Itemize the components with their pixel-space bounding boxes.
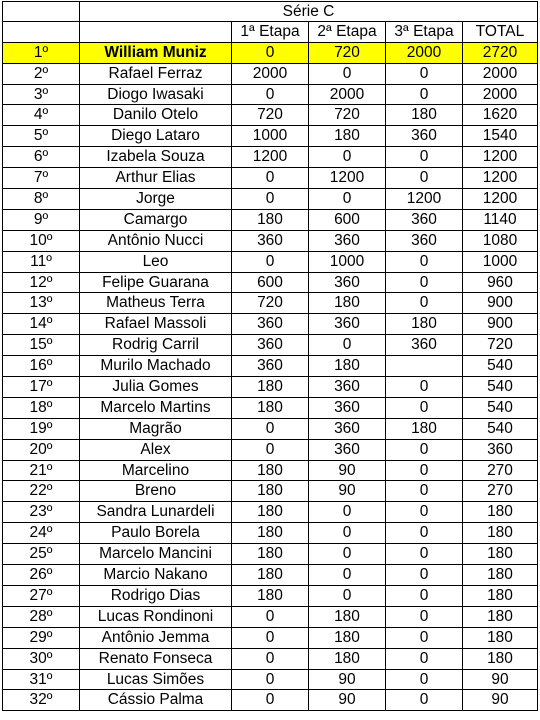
total-cell: 540 xyxy=(463,377,538,398)
etapa-2-cell: 0 xyxy=(309,544,386,565)
etapa-3-cell: 0 xyxy=(386,690,463,711)
name-cell: Lucas Simões xyxy=(80,670,232,691)
table-row xyxy=(2,377,538,398)
table-row xyxy=(2,586,538,607)
name-cell: Jorge xyxy=(80,189,232,210)
name-cell: Marcelo Mancini xyxy=(80,544,232,565)
etapa-2-cell: 720 xyxy=(309,43,386,64)
etapa-3-cell: 0 xyxy=(386,147,463,168)
etapa-2-cell: 360 xyxy=(309,398,386,419)
header-etapa-2: 2ª Etapa xyxy=(309,22,386,43)
blank-cell xyxy=(80,22,232,43)
etapa-1-cell: 0 xyxy=(232,607,309,628)
ranking-sheet xyxy=(2,1,538,711)
position-cell: 10º xyxy=(2,231,80,252)
etapa-1-cell: 180 xyxy=(232,398,309,419)
etapa-2-cell: 1200 xyxy=(309,168,386,189)
etapa-3-cell: 2000 xyxy=(386,43,463,64)
total-cell: 2000 xyxy=(463,64,538,85)
name-cell: Murilo Machado xyxy=(80,356,232,377)
etapa-2-cell: 180 xyxy=(309,607,386,628)
total-cell: 1000 xyxy=(463,252,538,273)
name-cell: Marcelo Martins xyxy=(80,398,232,419)
etapa-3-cell: 0 xyxy=(386,481,463,502)
etapa-1-cell: 1200 xyxy=(232,147,309,168)
name-cell: Matheus Terra xyxy=(80,293,232,314)
header-etapa-1: 1ª Etapa xyxy=(232,22,309,43)
table-row xyxy=(2,147,538,168)
table-row xyxy=(2,356,538,377)
blank-cell xyxy=(2,22,80,43)
table-row xyxy=(2,105,538,126)
table-row xyxy=(2,398,538,419)
total-cell: 180 xyxy=(463,502,538,523)
etapa-2-cell: 1000 xyxy=(309,252,386,273)
total-cell: 90 xyxy=(463,690,538,711)
etapa-3-cell: 0 xyxy=(386,252,463,273)
etapa-1-cell: 0 xyxy=(232,189,309,210)
position-cell: 21º xyxy=(2,461,80,482)
total-cell: 270 xyxy=(463,481,538,502)
etapa-1-cell: 0 xyxy=(232,440,309,461)
etapa-3-cell: 0 xyxy=(386,273,463,294)
name-cell: Paulo Borela xyxy=(80,523,232,544)
etapa-2-cell: 360 xyxy=(309,273,386,294)
etapa-3-cell: 0 xyxy=(386,565,463,586)
total-cell: 180 xyxy=(463,523,538,544)
total-cell: 900 xyxy=(463,293,538,314)
name-cell: Rodrigo Dias xyxy=(80,586,232,607)
table-row xyxy=(2,523,538,544)
table-row xyxy=(2,628,538,649)
total-cell: 1200 xyxy=(463,147,538,168)
etapa-1-cell: 720 xyxy=(232,293,309,314)
table-body xyxy=(2,43,538,712)
table-row xyxy=(2,544,538,565)
etapa-1-cell: 0 xyxy=(232,628,309,649)
etapa-3-cell: 0 xyxy=(386,85,463,106)
table-row xyxy=(2,565,538,586)
total-cell: 1540 xyxy=(463,126,538,147)
etapa-2-cell: 180 xyxy=(309,126,386,147)
name-cell: Magrão xyxy=(80,419,232,440)
etapa-1-cell: 0 xyxy=(232,43,309,64)
etapa-1-cell: 180 xyxy=(232,481,309,502)
etapa-3-cell: 180 xyxy=(386,419,463,440)
table-row xyxy=(2,210,538,231)
etapa-3-cell: 0 xyxy=(386,628,463,649)
etapa-1-cell: 1000 xyxy=(232,126,309,147)
etapa-2-cell: 360 xyxy=(309,314,386,335)
name-cell: Felipe Guarana xyxy=(80,273,232,294)
table-row xyxy=(2,314,538,335)
position-cell: 23º xyxy=(2,502,80,523)
etapa-1-cell: 0 xyxy=(232,670,309,691)
position-cell: 25º xyxy=(2,544,80,565)
table-row xyxy=(2,607,538,628)
blank-cell xyxy=(2,1,80,22)
table-row xyxy=(2,502,538,523)
position-cell: 17º xyxy=(2,377,80,398)
total-cell: 1080 xyxy=(463,231,538,252)
position-cell: 3º xyxy=(2,85,80,106)
position-cell: 29º xyxy=(2,628,80,649)
etapa-2-cell: 0 xyxy=(309,64,386,85)
etapa-3-cell: 360 xyxy=(386,210,463,231)
name-cell: Camargo xyxy=(80,210,232,231)
title-row xyxy=(2,1,538,22)
etapa-1-cell: 180 xyxy=(232,544,309,565)
table-row xyxy=(2,293,538,314)
etapa-1-cell: 360 xyxy=(232,335,309,356)
position-cell: 20º xyxy=(2,440,80,461)
etapa-3-cell: 0 xyxy=(386,607,463,628)
position-cell: 26º xyxy=(2,565,80,586)
position-cell: 15º xyxy=(2,335,80,356)
total-cell: 1200 xyxy=(463,168,538,189)
etapa-3-cell: 0 xyxy=(386,544,463,565)
position-cell: 11º xyxy=(2,252,80,273)
etapa-1-cell: 360 xyxy=(232,314,309,335)
position-cell: 30º xyxy=(2,649,80,670)
name-cell: Alex xyxy=(80,440,232,461)
table-row xyxy=(2,690,538,711)
total-cell: 900 xyxy=(463,314,538,335)
name-cell: Lucas Rondinoni xyxy=(80,607,232,628)
total-cell: 1620 xyxy=(463,105,538,126)
etapa-3-cell: 0 xyxy=(386,586,463,607)
table-row xyxy=(2,126,538,147)
total-cell: 270 xyxy=(463,461,538,482)
etapa-2-cell: 180 xyxy=(309,628,386,649)
etapa-3-cell: 0 xyxy=(386,440,463,461)
total-cell: 1140 xyxy=(463,210,538,231)
name-cell: Rafael Ferraz xyxy=(80,64,232,85)
name-cell: Julia Gomes xyxy=(80,377,232,398)
etapa-1-cell: 180 xyxy=(232,461,309,482)
table-row xyxy=(2,440,538,461)
name-cell: Diogo Iwasaki xyxy=(80,85,232,106)
etapa-2-cell: 360 xyxy=(309,231,386,252)
name-cell: Cássio Palma xyxy=(80,690,232,711)
total-cell: 540 xyxy=(463,419,538,440)
etapa-2-cell: 0 xyxy=(309,565,386,586)
table-row xyxy=(2,85,538,106)
table-row xyxy=(2,670,538,691)
name-cell: Rafael Massoli xyxy=(80,314,232,335)
name-cell: Danilo Otelo xyxy=(80,105,232,126)
position-cell: 8º xyxy=(2,189,80,210)
etapa-3-cell: 180 xyxy=(386,105,463,126)
etapa-3-cell: 360 xyxy=(386,126,463,147)
table-row xyxy=(2,419,538,440)
header-etapa-3: 3ª Etapa xyxy=(386,22,463,43)
etapa-2-cell: 180 xyxy=(309,293,386,314)
position-cell: 5º xyxy=(2,126,80,147)
etapa-1-cell: 600 xyxy=(232,273,309,294)
table-row xyxy=(2,481,538,502)
header-row xyxy=(2,22,538,43)
etapa-2-cell: 360 xyxy=(309,419,386,440)
position-cell: 12º xyxy=(2,273,80,294)
etapa-3-cell: 0 xyxy=(386,523,463,544)
position-cell: 18º xyxy=(2,398,80,419)
etapa-1-cell: 180 xyxy=(232,377,309,398)
etapa-1-cell: 0 xyxy=(232,690,309,711)
position-cell: 7º xyxy=(2,168,80,189)
table-row xyxy=(2,273,538,294)
position-cell: 9º xyxy=(2,210,80,231)
position-cell: 27º xyxy=(2,586,80,607)
total-cell: 540 xyxy=(463,398,538,419)
etapa-1-cell: 0 xyxy=(232,168,309,189)
etapa-1-cell: 0 xyxy=(232,419,309,440)
etapa-1-cell: 180 xyxy=(232,210,309,231)
position-cell: 2º xyxy=(2,64,80,85)
etapa-3-cell: 0 xyxy=(386,377,463,398)
total-cell: 180 xyxy=(463,586,538,607)
name-cell: Sandra Lunardeli xyxy=(80,502,232,523)
name-cell: Rodrig Carril xyxy=(80,335,232,356)
position-cell: 32º xyxy=(2,690,80,711)
position-cell: 13º xyxy=(2,293,80,314)
etapa-2-cell: 0 xyxy=(309,147,386,168)
position-cell: 19º xyxy=(2,419,80,440)
position-cell: 24º xyxy=(2,523,80,544)
etapa-2-cell: 360 xyxy=(309,440,386,461)
total-cell: 180 xyxy=(463,628,538,649)
etapa-1-cell: 180 xyxy=(232,502,309,523)
etapa-3-cell: 360 xyxy=(386,335,463,356)
etapa-1-cell: 180 xyxy=(232,586,309,607)
etapa-2-cell: 90 xyxy=(309,461,386,482)
etapa-2-cell: 0 xyxy=(309,523,386,544)
name-cell: Izabela Souza xyxy=(80,147,232,168)
total-cell: 2000 xyxy=(463,85,538,106)
total-cell: 960 xyxy=(463,273,538,294)
name-cell: Antônio Nucci xyxy=(80,231,232,252)
etapa-1-cell: 0 xyxy=(232,252,309,273)
etapa-3-cell: 0 xyxy=(386,64,463,85)
etapa-3-cell: 0 xyxy=(386,649,463,670)
etapa-3-cell: 0 xyxy=(386,670,463,691)
total-cell: 180 xyxy=(463,544,538,565)
total-cell: 180 xyxy=(463,607,538,628)
position-cell: 28º xyxy=(2,607,80,628)
etapa-1-cell: 2000 xyxy=(232,64,309,85)
name-cell: Marcio Nakano xyxy=(80,565,232,586)
name-cell: Antônio Jemma xyxy=(80,628,232,649)
name-cell: Breno xyxy=(80,481,232,502)
etapa-2-cell: 720 xyxy=(309,105,386,126)
total-cell: 2720 xyxy=(463,43,538,64)
etapa-3-cell: 360 xyxy=(386,231,463,252)
etapa-1-cell: 180 xyxy=(232,565,309,586)
etapa-2-cell: 90 xyxy=(309,481,386,502)
table-row xyxy=(2,189,538,210)
etapa-2-cell: 90 xyxy=(309,670,386,691)
name-cell: Diego Lataro xyxy=(80,126,232,147)
etapa-2-cell: 180 xyxy=(309,649,386,670)
table-row xyxy=(2,43,538,64)
table-row xyxy=(2,461,538,482)
etapa-3-cell: 0 xyxy=(386,293,463,314)
etapa-3-cell xyxy=(386,356,463,377)
position-cell: 4º xyxy=(2,105,80,126)
etapa-2-cell: 0 xyxy=(309,502,386,523)
etapa-2-cell: 0 xyxy=(309,189,386,210)
etapa-2-cell: 0 xyxy=(309,335,386,356)
etapa-3-cell: 1200 xyxy=(386,189,463,210)
name-cell: Leo xyxy=(80,252,232,273)
total-cell: 1200 xyxy=(463,189,538,210)
total-cell: 360 xyxy=(463,440,538,461)
position-cell: 6º xyxy=(2,147,80,168)
etapa-1-cell: 720 xyxy=(232,105,309,126)
position-cell: 31º xyxy=(2,670,80,691)
name-cell: Renato Fonseca xyxy=(80,649,232,670)
position-cell: 1º xyxy=(2,43,80,64)
etapa-2-cell: 360 xyxy=(309,377,386,398)
etapa-1-cell: 360 xyxy=(232,231,309,252)
etapa-1-cell: 360 xyxy=(232,356,309,377)
name-cell: Marcelino xyxy=(80,461,232,482)
table-row xyxy=(2,168,538,189)
total-cell: 540 xyxy=(463,356,538,377)
name-cell: William Muniz xyxy=(80,43,232,64)
total-cell: 180 xyxy=(463,565,538,586)
etapa-1-cell: 0 xyxy=(232,649,309,670)
total-cell: 90 xyxy=(463,670,538,691)
etapa-3-cell: 0 xyxy=(386,398,463,419)
position-cell: 16º xyxy=(2,356,80,377)
table-row xyxy=(2,649,538,670)
header-total: TOTAL xyxy=(463,22,538,43)
table-row xyxy=(2,231,538,252)
table-row xyxy=(2,64,538,85)
sheet-title: Série C xyxy=(80,1,538,22)
etapa-3-cell: 0 xyxy=(386,502,463,523)
table-row xyxy=(2,252,538,273)
etapa-2-cell: 90 xyxy=(309,690,386,711)
etapa-3-cell: 180 xyxy=(386,314,463,335)
etapa-2-cell: 600 xyxy=(309,210,386,231)
total-cell: 720 xyxy=(463,335,538,356)
etapa-1-cell: 180 xyxy=(232,523,309,544)
etapa-1-cell: 0 xyxy=(232,85,309,106)
etapa-2-cell: 2000 xyxy=(309,85,386,106)
position-cell: 22º xyxy=(2,481,80,502)
etapa-2-cell: 0 xyxy=(309,586,386,607)
table-row xyxy=(2,335,538,356)
etapa-2-cell: 180 xyxy=(309,356,386,377)
etapa-3-cell: 0 xyxy=(386,168,463,189)
name-cell: Arthur Elias xyxy=(80,168,232,189)
total-cell: 180 xyxy=(463,649,538,670)
position-cell: 14º xyxy=(2,314,80,335)
etapa-3-cell: 0 xyxy=(386,461,463,482)
